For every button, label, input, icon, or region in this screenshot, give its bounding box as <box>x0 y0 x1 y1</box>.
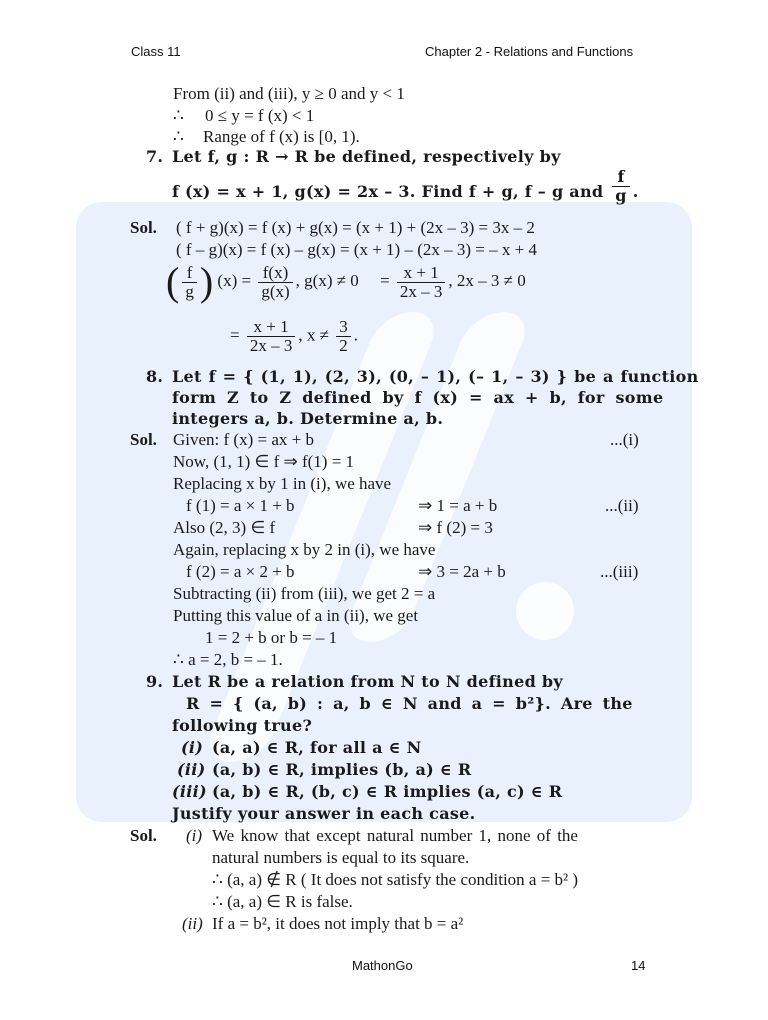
q8-step: f (1) = a × 1 + b <box>186 496 295 515</box>
numerator: f <box>182 264 197 283</box>
period: . <box>632 182 639 201</box>
question-7-line-2 <box>172 167 639 205</box>
fraction-f-over-g <box>182 264 197 301</box>
q9-item-label: (iii) <box>172 782 207 801</box>
question-7-line-1: Let f, g : R → R be defined, respectively by <box>172 147 561 166</box>
period: . <box>353 325 358 345</box>
footer-brand: MathonGo <box>352 958 413 973</box>
equation-ref: ...(iii) <box>600 562 639 581</box>
equals-sign: = <box>380 270 390 290</box>
question-9-line-2: R = { (a, b) : a, b ∈ N and a = b²}. Are the <box>186 694 633 713</box>
q8-step-result: ⇒ f (2) = 3 <box>418 518 493 537</box>
question-8-line-3: integers a, b. Determine a, b. <box>172 409 444 428</box>
condition-2: , 2x – 3 ≠ 0 <box>448 270 526 290</box>
fraction-f-over-g <box>612 168 630 205</box>
header-class-label: Class 11 <box>131 44 181 59</box>
equals-sign: = <box>230 325 240 345</box>
fraction-3-over-2 <box>336 318 351 355</box>
q9-item-text: (a, a) ∈ R, for all a ∈ N <box>212 738 422 757</box>
question-number: 8. <box>146 367 164 386</box>
q7-solution-difference: ( f – g)(x) = f (x) – g(x) = (x + 1) – (2x – 3) = – x + 4 <box>176 240 537 259</box>
denominator: 2x – 3 <box>399 281 443 301</box>
right-paren: ) <box>199 259 214 304</box>
lhs-tail: (x) = <box>217 270 252 290</box>
q8-step-result: ⇒ 1 = a + b <box>418 496 498 515</box>
prev-solution-line-1: From (ii) and (iii), y ≥ 0 and y < 1 <box>173 84 405 103</box>
condition-1: , g(x) ≠ 0 <box>295 270 359 290</box>
denominator: g <box>615 186 627 205</box>
q7-solution-quotient <box>166 259 526 310</box>
q8-step: 1 = 2 + b or b = – 1 <box>205 628 338 647</box>
question-number: 7. <box>146 147 164 166</box>
q9-sol-label: (ii) <box>182 914 203 933</box>
denominator: 2 <box>339 336 348 355</box>
therefore-symbol: ∴ <box>173 106 184 125</box>
denominator: g <box>185 281 194 301</box>
question-number: 9. <box>146 672 164 691</box>
equation-ref: ...(i) <box>610 430 639 449</box>
q7-solution-sum: ( f + g)(x) = f (x) + g(x) = (x + 1) + (2x – 3) = 3x – 2 <box>176 218 535 237</box>
left-paren: ( <box>166 259 180 304</box>
numerator: f <box>612 168 630 187</box>
question-8-line-2: form Z to Z defined by f (x) = ax + b, for some <box>172 388 664 407</box>
footer-page-number: 14 <box>631 958 646 973</box>
q8-step: Given: f (x) = ax + b <box>173 430 314 449</box>
equation-ref: ...(ii) <box>605 496 639 515</box>
sol-label: Sol. <box>130 430 157 449</box>
fraction-x-plus-1-over-2x-minus-3 <box>397 264 446 301</box>
q9-sol-line: natural numbers is equal to its square. <box>212 848 470 867</box>
watermark-dot <box>516 582 574 640</box>
q8-step: ∴ a = 2, b = – 1. <box>173 650 283 669</box>
denominator: g(x) <box>261 281 290 301</box>
q7-solution-final <box>230 318 358 366</box>
q9-sol-line: If a = b², it does not imply that b = a² <box>212 914 464 933</box>
numerator: x + 1 <box>247 318 296 337</box>
denominator: 2x – 3 <box>249 336 293 355</box>
sol-label: Sol. <box>130 218 157 237</box>
prev-solution-line-3: Range of f (x) is [0, 1). <box>203 127 360 146</box>
q9-sol-label: (i) <box>186 826 203 845</box>
q8-step: Putting this value of a in (ii), we get <box>173 606 419 625</box>
sol-label: Sol. <box>130 826 157 845</box>
header-chapter-title: Chapter 2 - Relations and Functions <box>425 44 634 59</box>
q8-step: Subtracting (ii) from (iii), we get 2 = a <box>173 584 436 603</box>
q9-sol-line: ∴ (a, a) ∉ R ( It does not satisfy the condition a = b² ) <box>212 870 579 889</box>
q9-sol-line: We know that except natural number 1, none of the <box>212 826 578 845</box>
numerator: f(x) <box>258 264 292 283</box>
q9-item-label: (ii) <box>177 760 206 779</box>
numerator: 3 <box>336 318 351 337</box>
q8-step: f (2) = a × 2 + b <box>186 562 295 581</box>
q8-step: Replacing x by 1 in (i), we have <box>173 474 392 493</box>
q8-step: Also (2, 3) ∈ f <box>173 518 276 537</box>
q9-item-text: (a, b) ∈ R, (b, c) ∈ R implies (a, c) ∈ R <box>212 782 563 801</box>
question-7-text: f (x) = x + 1, g(x) = 2x – 3. Find f + g, f – g and <box>172 182 604 201</box>
condition: , x ≠ <box>298 325 329 345</box>
question-9-justify: Justify your answer in each case. <box>172 804 476 823</box>
q8-step: Again, replacing x by 2 in (i), we have <box>173 540 436 559</box>
fraction-x-plus-1-over-2x-minus-3 <box>247 318 296 355</box>
therefore-symbol: ∴ <box>173 127 184 146</box>
question-9-line-3: following true? <box>172 716 313 735</box>
q8-step: Now, (1, 1) ∈ f ⇒ f(1) = 1 <box>173 452 355 471</box>
question-9-line-1: Let R be a relation from N to N defined by <box>172 672 564 691</box>
q9-sol-line: ∴ (a, a) ∈ R is false. <box>212 892 353 911</box>
q9-item-label: (i) <box>181 738 204 757</box>
q9-item-text: (a, b) ∈ R, implies (b, a) ∈ R <box>212 760 472 779</box>
fraction-fx-over-gx <box>258 264 292 301</box>
question-8-line-1: Let f = { (1, 1), (2, 3), (0, – 1), (– 1, – 3) } be a function <box>172 367 699 386</box>
numerator: x + 1 <box>397 264 446 283</box>
q8-step-result: ⇒ 3 = 2a + b <box>418 562 506 581</box>
prev-solution-line-2: 0 ≤ y = f (x) < 1 <box>205 106 315 125</box>
